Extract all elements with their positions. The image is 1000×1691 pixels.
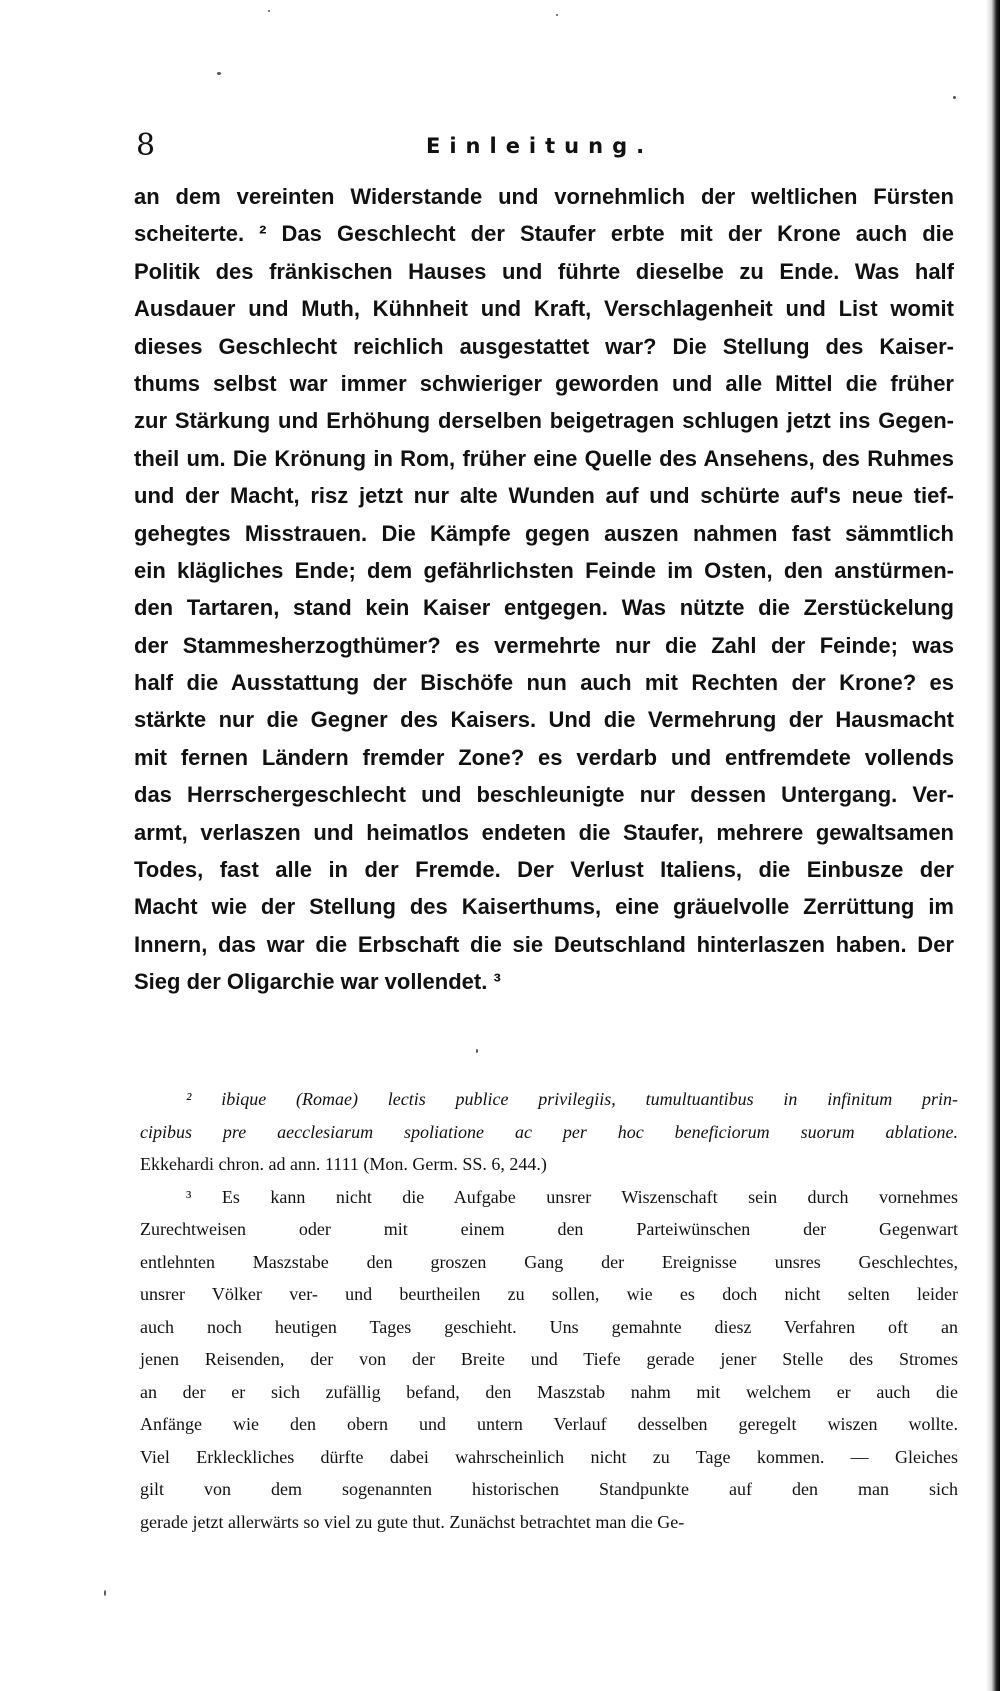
page-number: 8 bbox=[136, 128, 156, 163]
text-line: Sieg der Oligarchie war vollendet. ³ bbox=[134, 969, 501, 995]
text-line: mit fernen Ländern fremder Zone? es verdarb und entfremdete vollends bbox=[134, 744, 954, 770]
scan-speck bbox=[476, 1049, 478, 1053]
text-line: an dem vereinten Widerstande und vornehmlich der weltlichen Fürsten bbox=[134, 184, 954, 209]
footnote-line: an der er sich zufällig befand, den Maszstab nahm mit welchem er auch die bbox=[140, 1381, 958, 1402]
footnote-line: Viel Erkleckliches dürfte dabei wahrscheinlich nicht zu Tage kommen. — Gleiches bbox=[140, 1446, 958, 1467]
footnote-line: cipibus pre aecclesiarum spoliatione ac per hoc beneficiorum suorum ablatione. bbox=[140, 1121, 958, 1142]
footnote-line: unsrer Völker ver- und beurtheilen zu sollen, wie es doch nicht selten leider bbox=[140, 1284, 958, 1304]
scan-speck bbox=[268, 10, 270, 12]
footnote-line: entlehnten Maszstabe den groszen Gang der Ereignisse unsres Geschlechtes, bbox=[140, 1251, 958, 1272]
scan-speck bbox=[556, 14, 558, 16]
text-line: den Tartaren, stand kein Kaiser entgegen. Was nützte die Zerstückelung bbox=[134, 595, 954, 621]
text-line: Macht wie der Stellung des Kaiserthums, eine gräuelvolle Zerrüttung im bbox=[134, 894, 954, 920]
text-line: gehegtes Misstrauen. Die Kämpfe gegen auszen nahmen fast sämmtlich bbox=[134, 520, 954, 546]
text-line: Innern, das war die Erbschaft die sie Deutschland hinterlaszen haben. Der bbox=[134, 931, 954, 957]
page-header bbox=[136, 128, 956, 168]
footnote-line: Ekkehardi chron. ad ann. 1111 (Mon. Germ. SS. 6, 244.) bbox=[140, 1154, 547, 1174]
text-line: Politik des fränkischen Hauses und führte dieselbe zu Ende. Was half bbox=[134, 258, 954, 284]
footnote-line: gilt von dem sogenannten historischen Standpunkte auf den man sich bbox=[140, 1479, 958, 1499]
text-line: Todes, fast alle in der Fremde. Der Verlust Italiens, die Einbusze der bbox=[134, 857, 954, 883]
text-line: scheiterte. ² Das Geschlecht der Staufer erbte mit der Krone auch die bbox=[134, 221, 954, 247]
text-line: thums selbst war immer schwieriger geworden und alle Mittel die früher bbox=[134, 370, 954, 396]
running-head: Einleitung. bbox=[426, 134, 654, 158]
page-edge-shadow bbox=[986, 0, 1000, 1691]
footnote-line: ³ Es kann nicht die Aufgabe unsrer Wiszenschaft sein durch vornehmes bbox=[186, 1186, 958, 1207]
text-line: half die Ausstattung der Bischöfe nun auch mit Rechten der Krone? es bbox=[134, 670, 954, 696]
text-line: ein klägliches Ende; dem gefährlichsten Feinde im Osten, den anstürmen- bbox=[134, 557, 954, 583]
text-line: zur Stärkung und Erhöhung derselben beigetragen schlugen jetzt ins Gegen- bbox=[134, 408, 954, 434]
main-text bbox=[134, 178, 954, 1001]
scan-speck bbox=[104, 1590, 106, 1596]
text-line: das Herrschergeschlecht und beschleunigte nur dessen Untergang. Ver- bbox=[134, 782, 954, 808]
footnote-line: Zurechtweisen oder mit einem den Parteiwünschen der Gegenwart bbox=[140, 1219, 958, 1239]
footnote-line: ² ibique (Romae) lectis publice privilegiis, tumultuantibus in infinitum prin- bbox=[186, 1089, 958, 1109]
text-line: armt, verlaszen und heimatlos endeten die Staufer, mehrere gewaltsamen bbox=[134, 819, 954, 845]
footnotes bbox=[140, 1083, 958, 1538]
text-line: stärkte nur die Gegner des Kaisers. Und die Vermehrung der Hausmacht bbox=[134, 707, 954, 733]
scan-speck bbox=[217, 72, 221, 75]
footnote-line: Anfänge wie den obern und untern Verlauf desselben geregelt wiszen wollte. bbox=[140, 1414, 958, 1434]
footnote-line: auch noch heutigen Tages geschieht. Uns gemahnte diesz Verfahren oft an bbox=[140, 1316, 958, 1337]
text-line: Ausdauer und Muth, Kühnheit und Kraft, Verschlagenheit und List womit bbox=[134, 296, 954, 322]
scan-speck bbox=[953, 96, 956, 99]
text-line: der Stammesherzogthümer? es vermehrte nur die Zahl der Feinde; was bbox=[134, 632, 954, 658]
footnote-line: jenen Reisenden, der von der Breite und Tiefe gerade jener Stelle des Stromes bbox=[140, 1349, 958, 1369]
text-line: theil um. Die Krönung in Rom, früher eine Quelle des Ansehens, des Ruhmes bbox=[134, 445, 954, 471]
text-line: dieses Geschlecht reichlich ausgestattet war? Die Stellung des Kaiser- bbox=[134, 333, 954, 359]
footnote-line: gerade jetzt allerwärts so viel zu gute thut. Zunächst betrachtet man die Ge- bbox=[140, 1511, 685, 1532]
text-line: und der Macht, risz jetzt nur alte Wunden auf und schürte auf's neue tief- bbox=[134, 483, 954, 509]
